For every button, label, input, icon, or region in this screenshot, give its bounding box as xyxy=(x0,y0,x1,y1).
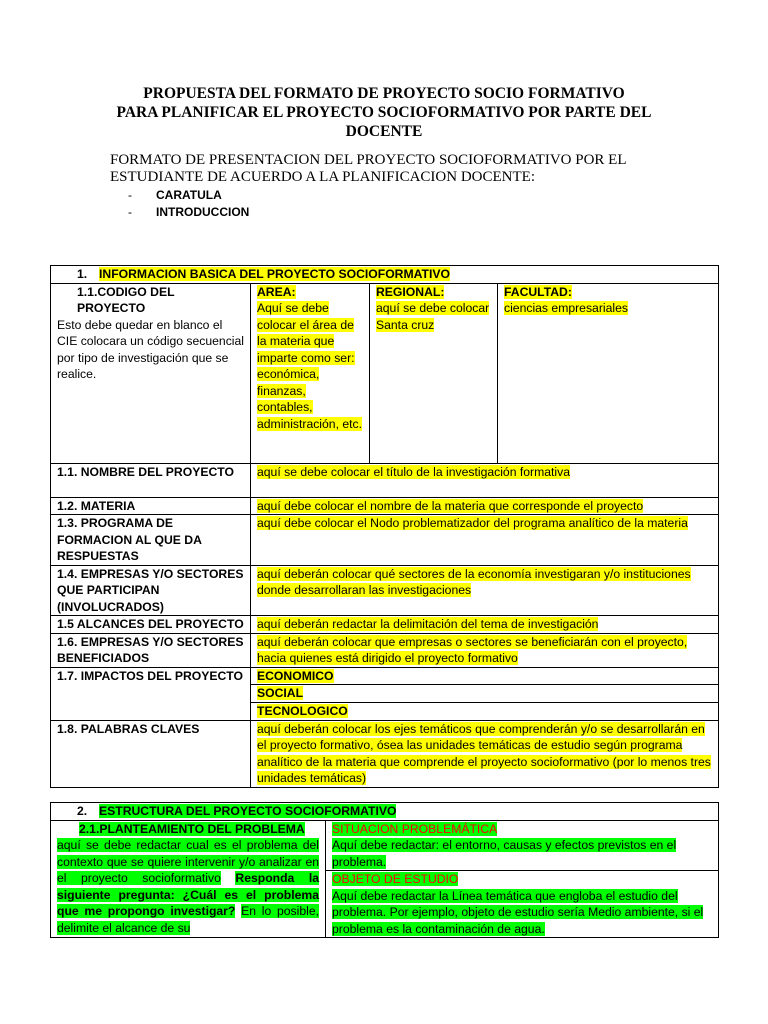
planteamiento-heading xyxy=(57,821,319,838)
table-row xyxy=(51,720,719,787)
row-value xyxy=(251,616,719,634)
row-text: aquí debe colocar el nombre de la materia que corresponde el proyecto xyxy=(257,498,644,513)
row-text: aquí se debe colocar el título de la investigación formativa xyxy=(257,464,570,479)
table-row xyxy=(51,820,719,938)
row-label: 1.4. EMPRESAS Y/O SECTORES QUE PARTICIPAN (INVOLUCRADOS) xyxy=(51,565,251,616)
impactos-row xyxy=(51,667,719,685)
subtitle-line: FORMATO DE PRESENTACION DEL PROYECTO SOCIOFORMATIVO POR EL xyxy=(110,152,627,168)
row-text: aquí deberán colocar que empresas o sectores se beneficiarán con el proyecto, hacia quienes está dirigido el proyecto formativo xyxy=(257,634,688,665)
structure-table xyxy=(50,802,719,938)
row-label: 1.2. MATERIA xyxy=(51,497,251,515)
bullet-text: CARATULA xyxy=(156,188,222,202)
table-row xyxy=(51,633,719,667)
section-header-row xyxy=(51,803,719,821)
row-value xyxy=(251,720,719,787)
row-value xyxy=(251,497,719,515)
basic-info-table xyxy=(50,265,719,788)
dash-bullet: - xyxy=(128,188,132,202)
planteamiento-tail: En lo posible, delimite el alcance de su xyxy=(57,904,319,935)
objeto-text: Aquí debe redactar la Línea temática que engloba el estudio del problema. Por ejemplo, objeto de estudio sería Medio ambiente, si el problema es la contaminación de agua. xyxy=(332,888,704,936)
planteamiento-label: 2.1.PLANTEAMIENTO DEL PROBLEMA xyxy=(79,821,305,836)
document-title xyxy=(60,84,708,141)
situacion-block xyxy=(326,821,718,871)
facultad-text: ciencias empresariales xyxy=(504,301,628,315)
section-header xyxy=(51,803,719,821)
title-line: PROPUESTA DEL FORMATO DE PROYECTO SOCIO FORMATIVO xyxy=(143,85,625,102)
impacto-economico xyxy=(251,667,719,685)
codigo-label: 1.1.CODIGO DEL PROYECTO xyxy=(77,284,175,315)
section-header-row xyxy=(51,266,719,284)
area-label: AREA: xyxy=(257,284,296,299)
situacion-text: Aquí debe redactar: el entorno, causas y efectos previstos en el problema. xyxy=(332,838,677,869)
document-subtitle xyxy=(110,152,710,186)
section-title: INFORMACION BASICA DEL PROYECTO SOCIOFORMATIVO xyxy=(99,267,450,281)
subtitle-line: ESTUDIANTE DE ACUERDO A LA PLANIFICACION DOCENTE: xyxy=(110,169,535,185)
row-label: 1.3. PROGRAMA DE FORMACION AL QUE DA RESPUESTAS xyxy=(51,515,251,566)
regional-cell xyxy=(370,283,498,463)
title-line: DOCENTE xyxy=(345,123,423,140)
objeto-label: OBJETO DE ESTUDIO xyxy=(332,872,459,886)
planteamiento-text: aquí se debe redactar cual es el problema del contexto que se quiere intervenir y/o analizar en el proyecto socioformativo xyxy=(57,838,319,885)
area-cell xyxy=(251,283,370,463)
row-value xyxy=(251,633,719,667)
facultad-label: FACULTAD: xyxy=(504,284,572,299)
codigo-text: Esto debe quedar en blanco el CIE colocara un código secuencial por tipo de investigación que se realice. xyxy=(57,317,244,381)
row-label: 1.1. NOMBRE DEL PROYECTO xyxy=(51,463,251,497)
section-title: ESTRUCTURA DEL PROYECTO SOCIOFORMATIVO xyxy=(99,804,397,818)
planteamiento-cell xyxy=(51,820,326,938)
row-label: 1.6. EMPRESAS Y/O SECTORES BENEFICIADOS xyxy=(51,633,251,667)
impacto-text: ECONOMICO xyxy=(257,668,334,683)
table-row xyxy=(51,515,719,566)
row-label: 1.7. IMPACTOS DEL PROYECTO xyxy=(51,667,251,720)
table-row xyxy=(51,565,719,616)
impacto-social xyxy=(251,685,719,703)
section-number: 2. xyxy=(77,804,88,818)
codigo-cell xyxy=(51,283,251,463)
row-label: 1.8. PALABRAS CLAVES xyxy=(51,720,251,787)
impacto-text: TECNOLOGICO xyxy=(257,703,348,718)
row-text: aquí debe colocar el Nodo problematizador del programa analítico de la materia xyxy=(257,516,688,530)
row-value xyxy=(251,515,719,566)
area-text: Aquí se debe colocar el área de la materia que imparte como ser: económica, finanzas, contables, administración, etc. xyxy=(257,301,362,431)
list-item xyxy=(128,187,249,204)
bullet-text: INTRODUCCION xyxy=(156,205,250,219)
row-value xyxy=(251,565,719,616)
row-text: aquí deberán colocar los ejes temáticos que comprenderán y/o se desarrollarán en el proyecto formativo, ósea las unidades temáticas de estudio según programa analítico de la materia que comprende el proyecto socioformativo (por lo menos tres unidades temáticas) xyxy=(257,721,711,785)
title-line: PARA PLANIFICAR EL PROYECTO SOCIOFORMATIVO POR PARTE DEL xyxy=(116,104,652,121)
table-row xyxy=(51,616,719,634)
row-value xyxy=(251,463,719,497)
facultad-cell xyxy=(498,283,719,463)
dash-bullet: - xyxy=(128,205,132,219)
objeto-block xyxy=(326,870,718,937)
table-row xyxy=(51,463,719,497)
row-text: aquí deberán colocar qué sectores de la economía investigaran y/o instituciones donde desarrollaran las investigaciones xyxy=(257,566,691,597)
bullet-list xyxy=(128,187,249,221)
row-label: 1.5 ALCANCES DEL PROYECTO xyxy=(51,616,251,634)
table-row xyxy=(51,497,719,515)
problem-detail-cell xyxy=(326,820,719,938)
section-header xyxy=(51,266,719,284)
list-item xyxy=(128,204,249,221)
situacion-label: SITUACION PROBLEMÁTICA xyxy=(332,821,498,836)
impacto-text: SOCIAL xyxy=(257,686,304,700)
regional-text: aquí se debe colocar Santa cruz xyxy=(376,301,490,332)
row-text: aquí deberán redactar la delimitación del tema de investigación xyxy=(257,617,599,631)
impacto-tecnologico xyxy=(251,702,719,720)
section-number: 1. xyxy=(77,267,88,281)
regional-label: REGIONAL: xyxy=(376,284,445,299)
planteamiento-question: Responda la siguiente pregunta: ¿Cuál es el problema que me propongo investigar? xyxy=(57,871,319,918)
table-row xyxy=(51,283,719,463)
